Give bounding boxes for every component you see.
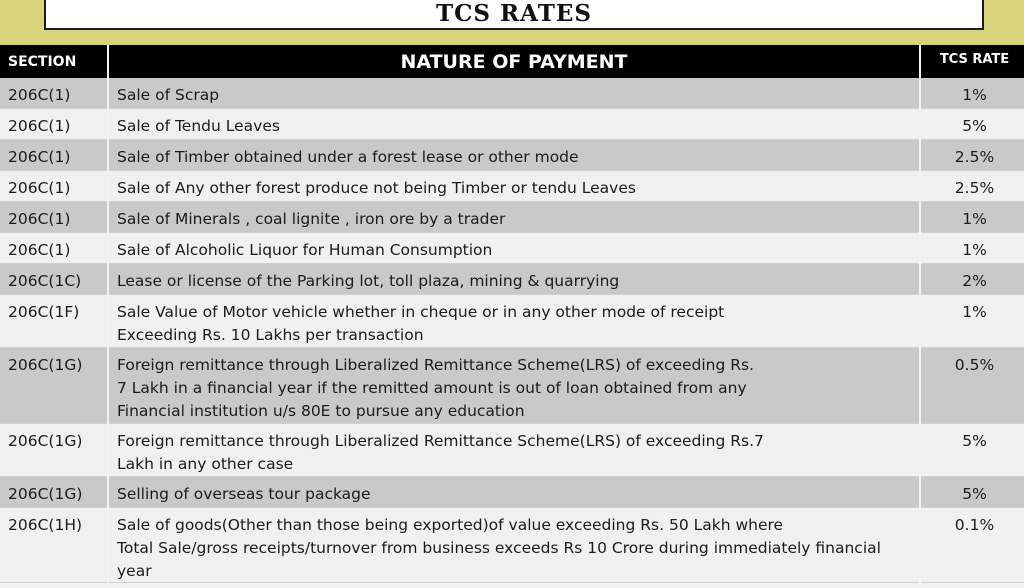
title-band <box>0 0 1024 44</box>
row-4-section: 206C(1) <box>0 171 107 202</box>
row-5-nature: Sale of Minerals , coal lignite , iron ore by a trader <box>109 202 919 233</box>
row-8-rate: 1% <box>921 295 1024 348</box>
page-title: TCS RATES <box>436 0 592 27</box>
tcs-rates-table <box>0 45 1024 588</box>
row-10-rate: 5% <box>921 424 1024 477</box>
row-11-nature: Selling of overseas tour package <box>109 477 919 508</box>
row-11-rate: 5% <box>921 477 1024 508</box>
row-10-nature: Foreign remittance through Liberalized Remittance Scheme(LRS) of exceeding Rs.7 Lakh in any other case <box>109 424 919 477</box>
row-9-section: 206C(1G) <box>0 348 107 424</box>
row-9-nature: Foreign remittance through Liberalized Remittance Scheme(LRS) of exceeding Rs. 7 Lakh in a financial year if the remitted amount is out of loan obtained from any Financial institution u/s 80E to pursue any education <box>109 348 919 424</box>
header-nature-of-payment: NATURE OF PAYMENT <box>109 45 919 78</box>
title-box <box>44 0 984 30</box>
row-3-section: 206C(1) <box>0 140 107 171</box>
row-2-rate: 5% <box>921 109 1024 140</box>
row-12-section: 206C(1H) <box>0 508 107 583</box>
row-6-section: 206C(1) <box>0 233 107 264</box>
row-7-section: 206C(1C) <box>0 264 107 295</box>
row-1-section: 206C(1) <box>0 78 107 109</box>
row-6-rate: 1% <box>921 233 1024 264</box>
row-5-section: 206C(1) <box>0 202 107 233</box>
row-10-section: 206C(1G) <box>0 424 107 477</box>
row-12-rate: 0.1% <box>921 508 1024 583</box>
row-3-rate: 2.5% <box>921 140 1024 171</box>
row-7-rate: 2% <box>921 264 1024 295</box>
header-section: SECTION <box>0 45 107 78</box>
row-1-nature: Sale of Scrap <box>109 78 919 109</box>
row-5-rate: 1% <box>921 202 1024 233</box>
row-2-nature: Sale of Tendu Leaves <box>109 109 919 140</box>
row-12-nature: Sale of goods(Other than those being exported)of value exceeding Rs. 50 Lakh where Total Sale/gross receipts/turnover from business exceeds Rs 10 Crore during immediately financial year <box>109 508 919 583</box>
row-4-rate: 2.5% <box>921 171 1024 202</box>
row-7-nature: Lease or license of the Parking lot, toll plaza, mining & quarrying <box>109 264 919 295</box>
row-4-nature: Sale of Any other forest produce not being Timber or tendu Leaves <box>109 171 919 202</box>
row-2-section: 206C(1) <box>0 109 107 140</box>
row-1-rate: 1% <box>921 78 1024 109</box>
row-6-nature: Sale of Alcoholic Liquor for Human Consumption <box>109 233 919 264</box>
row-3-nature: Sale of Timber obtained under a forest lease or other mode <box>109 140 919 171</box>
row-9-rate: 0.5% <box>921 348 1024 424</box>
row-8-section: 206C(1F) <box>0 295 107 348</box>
header-tcs-rate: TCS RATE <box>921 45 1024 78</box>
row-11-section: 206C(1G) <box>0 477 107 508</box>
row-8-nature: Sale Value of Motor vehicle whether in cheque or in any other mode of receipt Exceeding Rs. 10 Lakhs per transaction <box>109 295 919 348</box>
